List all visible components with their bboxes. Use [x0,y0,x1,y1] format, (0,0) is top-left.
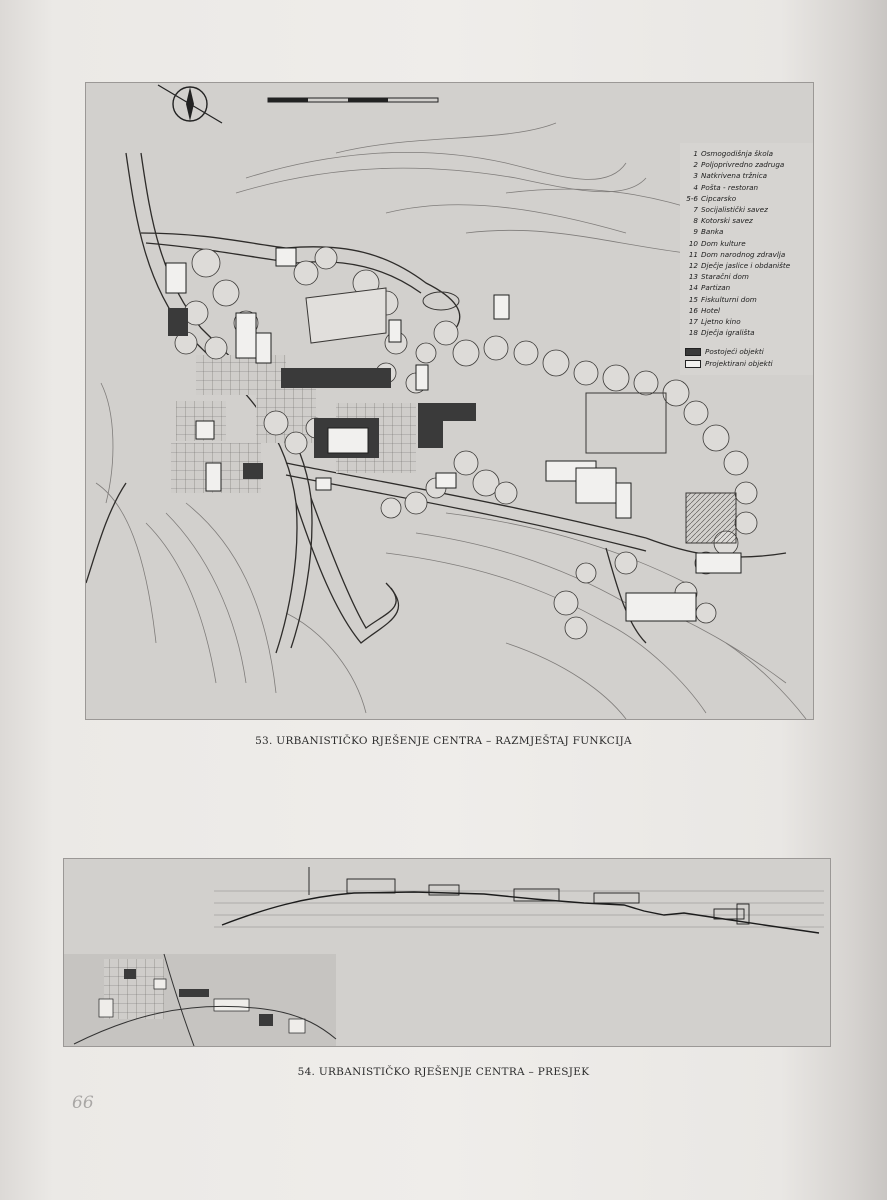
sports-field [586,393,666,453]
legend-item: 1 Osmogodišnja škola [693,149,774,158]
section-figure [63,858,831,1047]
legend-item: 16 Hotel [688,305,721,315]
legend-item: 8 Kotorski savez [693,216,753,226]
legend-item: 18 Dječja igrališta [688,328,755,338]
page-number: 66 [72,1093,94,1113]
legend-item: 7 Socijalistički savez [693,205,768,215]
scale-bar [268,98,438,102]
section-buildings [309,867,749,924]
planned-buildings [166,248,741,621]
planned-swatch-icon [685,360,701,368]
legend-item: 3 Natkrivena tržnica [693,171,768,181]
legend-item: 10 Dom kulture [688,238,746,248]
legend-existing: Postojeći objekti [685,346,810,357]
legend-item: 13 Staračni dom [688,272,749,282]
existing-swatch-icon [685,348,701,356]
section-drawing [64,859,830,1046]
legend-item: 12 Dječje jaslice i obdanište [688,261,791,271]
legend-item: 9 Banka [693,227,724,237]
legend-planned: Projektirani objekti [685,358,810,369]
legend-item: 14 Partizan [688,283,731,293]
legend-item: 2 Poljoprivredno zadruga [693,160,785,170]
legend-item: 11 Dom narodnog zdravlja [688,249,786,259]
site-plan-figure [85,82,814,720]
legend-item: 4 Pošta - restoran [693,182,759,192]
map-legend [685,148,810,369]
legend-item: 5-6 Cipcarsko [686,193,737,203]
legend-item: 15 Fiskulturni dom [688,294,757,304]
north-arrow-icon [158,85,222,123]
figure-54-caption: 54. URBANISTIČKO RJEŠENJE CENTRA – PRESJEK [297,1066,590,1078]
figure-53-caption: 53. URBANISTIČKO RJEŠENJE CENTRA – RAZMJEŠTAJ FUNKCIJA [255,735,632,747]
legend-item: 17 Ljetno kino [688,317,741,327]
section-inset-plan [64,954,336,1046]
